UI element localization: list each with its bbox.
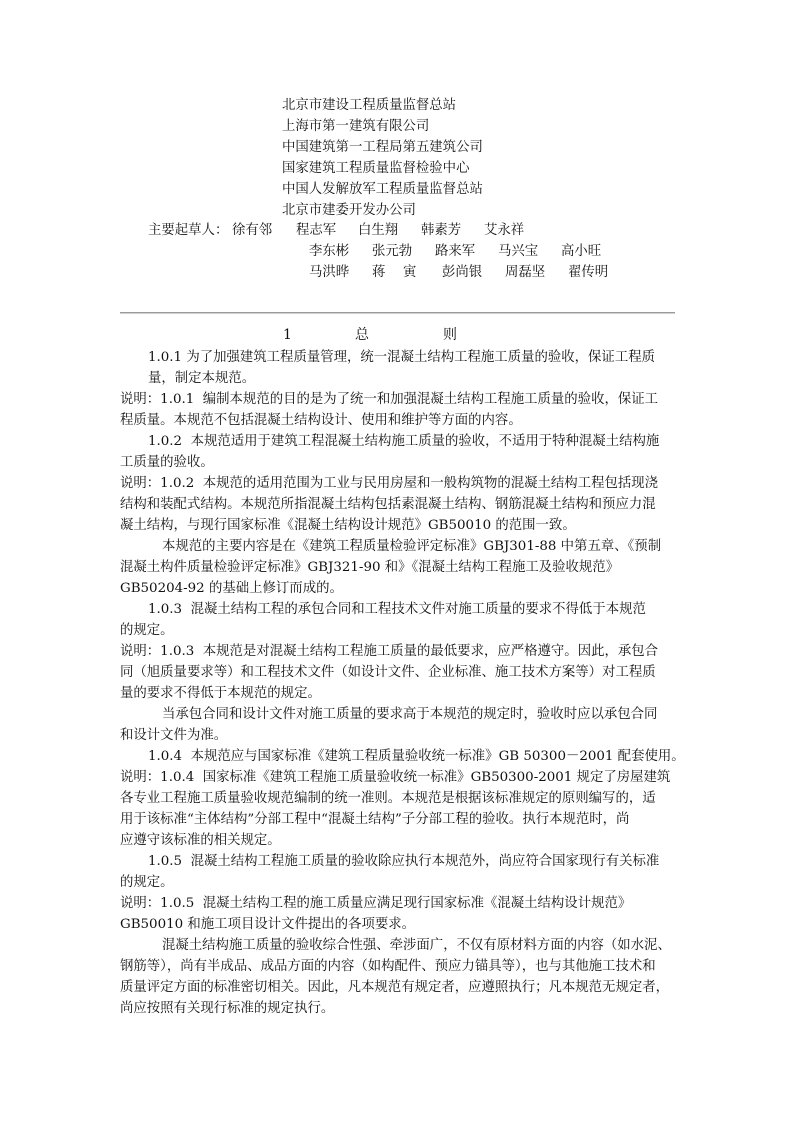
chapter-number: 1 bbox=[283, 327, 292, 343]
explanation-paragraph-cont: GB50204-92 的基础上修订而成的。 bbox=[120, 581, 343, 596]
explanation-1-0-4-cont: 用于该标准“主体结构”分部工程中“混凝土结构”子分部工程的验收。执行本规范时，尚 bbox=[120, 812, 630, 827]
drafter-name: 高小旺 bbox=[561, 244, 602, 259]
clause-1-0-5-cont: 的规定。 bbox=[120, 875, 174, 890]
explanation-1-0-4-cont: 各专业工程施工质量验收规范编制的统一准则。本规范是根据该标准规定的原则编写的，适 bbox=[120, 791, 656, 806]
explanation-paragraph: 混凝土结构施工质量的验收综合性强、牵涉面广，不仅有原材料方面的内容（如水泥、 bbox=[162, 938, 671, 953]
clause-1-0-1-cont: 量，制定本规范。 bbox=[148, 371, 256, 386]
explanation-1-0-1: 说明：1.0.1 编制本规范的目的是为了统一和加强混凝土结构工程施工质量的验收，保证工 bbox=[120, 392, 659, 407]
drafter-name: 周磊坚 bbox=[505, 265, 546, 280]
drafter-name: 白生翔 bbox=[358, 223, 399, 238]
drafter-name: 艾永祥 bbox=[484, 223, 525, 238]
clause-1-0-3-cont: 的规定。 bbox=[120, 623, 174, 638]
explanation-1-0-2-cont: 凝土结构，与现行国家标准《混凝土结构设计规范》GB50010 的范围一致。 bbox=[120, 518, 576, 533]
explanation-1-0-5-cont: GB50010 和施工项目设计文件提出的各项要求。 bbox=[120, 917, 416, 932]
clause-1-0-4: 1.0.4 本规范应与国家标准《建筑工程质量验收统一标准》GB 50300－2001 配套使用。 bbox=[148, 749, 685, 764]
organization-1: 北京市建设工程质量监督总站 bbox=[282, 98, 457, 113]
explanation-paragraph: 本规范的主要内容是在《建筑工程质量检验评定标准》GBJ301-88 中第五章、《预制 bbox=[162, 539, 662, 554]
organization-4: 国家建筑工程质量监督检验中心 bbox=[282, 161, 470, 176]
explanation-paragraph-cont: 混凝土构件质量检验评定标准》GBJ321-90 和》《混凝土结构工程施工及验收规范》 bbox=[120, 560, 620, 575]
drafter-name: 韩素芳 bbox=[421, 223, 462, 238]
explanation-paragraph-cont: 和设计文件为准。 bbox=[120, 728, 228, 743]
drafter-name: 程志军 bbox=[296, 223, 337, 238]
explanation-1-0-4-cont: 应遵守该标准的相关规定。 bbox=[120, 833, 281, 848]
drafter-name: 翟传明 bbox=[568, 265, 609, 280]
drafter-name: 路来军 bbox=[435, 244, 476, 259]
drafter-name: 徐有邻 bbox=[232, 223, 273, 238]
drafter-name: 马洪晔 bbox=[309, 265, 350, 280]
organization-6: 北京市建委开发办公司 bbox=[282, 203, 416, 218]
drafter-name: 马兴宝 bbox=[498, 244, 539, 259]
chapter-title-char: 则 bbox=[443, 327, 457, 343]
drafter-name: 彭尚银 bbox=[442, 265, 483, 280]
explanation-1-0-4: 说明：1.0.4 国家标准《建筑工程施工质量验收统一标准》GB50300-2001 规定了房屋建筑 bbox=[120, 770, 671, 785]
clause-1-0-2-cont: 工质量的验收。 bbox=[120, 455, 214, 470]
explanation-1-0-3: 说明：1.0.3 本规范是对混凝土结构工程施工质量的最低要求，应严格遵守。因此，承包合 bbox=[120, 644, 659, 659]
drafter-name: 张元勃 bbox=[372, 244, 413, 259]
clause-1-0-2: 1.0.2 本规范适用于建筑工程混凝土结构施工质量的验收，不适用于特种混凝土结构施 bbox=[148, 434, 660, 449]
explanation-1-0-5: 说明：1.0.5 混凝土结构工程的施工质量应满足现行国家标准《混凝土结构设计规范》 bbox=[120, 896, 632, 911]
organization-3: 中国建筑第一工程局第五建筑公司 bbox=[282, 140, 483, 155]
organization-5: 中国人发解放军工程质量监督总站 bbox=[282, 182, 483, 197]
clause-1-0-3: 1.0.3 混凝土结构工程的承包合同和工程技术文件对施工质量的要求不得低于本规范 bbox=[148, 602, 646, 617]
explanation-paragraph-cont: 质量评定方面的标准密切相关。因此，凡本规范有规定者，应遵照执行；凡本规范无规定者， bbox=[120, 980, 670, 995]
explanation-paragraph-cont: 钢筋等），尚有半成品、成品方面的内容（如构配件、预应力锚具等），也与其他施工技术和 bbox=[120, 959, 656, 974]
clause-1-0-5: 1.0.5 混凝土结构工程施工质量的验收除应执行本规范外，尚应符合国家现行有关标准 bbox=[148, 854, 660, 869]
explanation-1-0-3-cont: 量的要求不得低于本规范的规定。 bbox=[120, 686, 321, 701]
drafter-name: 李东彬 bbox=[309, 244, 350, 259]
drafters-label: 主要起草人： bbox=[148, 223, 229, 238]
explanation-1-0-2-cont: 结构和装配式结构。本规范所指混凝土结构包括素混凝土结构、钢筋混凝土结构和预应力混 bbox=[120, 497, 656, 512]
section-divider bbox=[120, 312, 675, 314]
explanation-1-0-3-cont: 同（旭质量要求等）和工程技术文件（如设计文件、企业标准、施工技术方案等）对工程质 bbox=[120, 665, 656, 680]
explanation-paragraph: 当承包合同和设计文件对施工质量的要求高于本规范的规定时，验收时应以承包合同 bbox=[162, 707, 658, 722]
explanation-paragraph-cont: 尚应按照有关现行标准的规定执行。 bbox=[120, 1001, 335, 1016]
chapter-title-char: 总 bbox=[355, 327, 369, 343]
organization-2: 上海市第一建筑有限公司 bbox=[282, 119, 430, 134]
clause-1-0-1: 1.0.1 为了加强建筑工程质量管理，统一混凝土结构工程施工质量的验收，保证工程质 bbox=[148, 350, 655, 365]
drafter-name: 蒋 寅 bbox=[372, 265, 417, 280]
explanation-1-0-2: 说明：1.0.2 本规范的适用范围为工业与民用房屋和一般构筑物的混凝土结构工程包括现浇 bbox=[120, 476, 659, 491]
explanation-1-0-1-cont: 程质量。本规范不包括混凝土结构设计、使用和维护等方面的内容。 bbox=[120, 413, 522, 428]
